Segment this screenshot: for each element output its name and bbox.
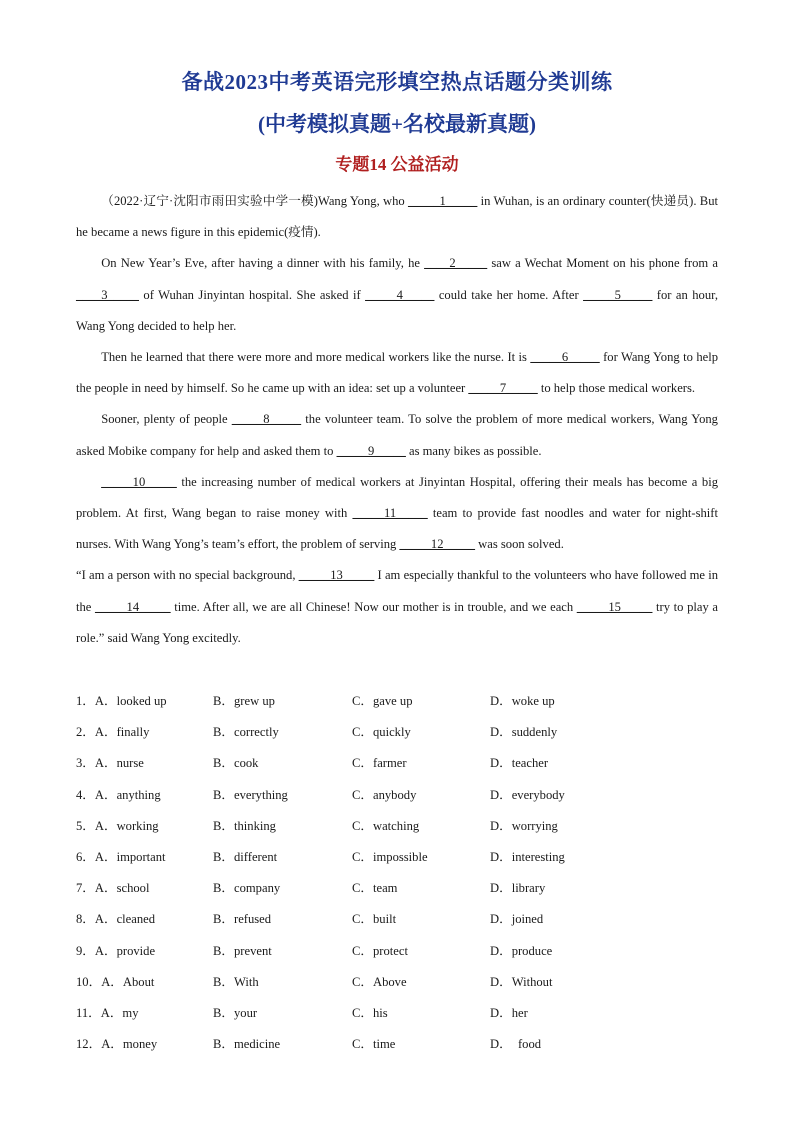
option-d: D．woke up bbox=[490, 694, 555, 708]
option-d: D．Without bbox=[490, 974, 553, 989]
option-b: B．medicine bbox=[213, 1037, 281, 1052]
option-b: B．prevent bbox=[213, 943, 272, 958]
option-a: 3．A．nurse bbox=[76, 756, 144, 771]
question-number: 9． bbox=[76, 943, 95, 958]
option-d: D．produce bbox=[490, 943, 553, 958]
option-c: C．built bbox=[352, 912, 397, 927]
question-number: 8． bbox=[76, 912, 95, 927]
option-c: C．time bbox=[352, 1037, 396, 1052]
blank-2: ____2_____ bbox=[424, 256, 488, 271]
option-a: 12．A．money bbox=[76, 1037, 158, 1052]
question-number: 6． bbox=[76, 849, 95, 864]
option-c: C．Above bbox=[352, 974, 407, 989]
paragraph-2: On New Year’s Eve, after having a dinner with his family, he ____2_____ saw a Wechat Moment on his phone from a ____3_____ of Wuhan Jinyintan hospital. She asked if _____4_____ could take her home. After _____5_____ for an hour, Wang Yong decided to help her. bbox=[76, 256, 718, 333]
blank-14: _____14_____ bbox=[95, 599, 171, 614]
option-a: 1．A．looked up bbox=[76, 694, 167, 708]
option-a: 2．A．finally bbox=[76, 725, 150, 740]
option-d: D．everybody bbox=[490, 787, 565, 802]
blank-11: _____11_____ bbox=[352, 506, 428, 521]
option-a: 8．A．cleaned bbox=[76, 912, 156, 927]
option-d: D．her bbox=[490, 1005, 528, 1020]
option-d: D．suddenly bbox=[490, 725, 558, 740]
question-row bbox=[76, 780, 718, 811]
blank-1: _____1_____ bbox=[408, 194, 478, 208]
option-c: C．farmer bbox=[352, 756, 407, 771]
blank-3: ____3_____ bbox=[76, 287, 139, 302]
option-c: C．watching bbox=[352, 818, 420, 833]
option-a: 10．A．About bbox=[76, 974, 155, 989]
option-d: D． food bbox=[490, 1037, 542, 1052]
question-row bbox=[76, 717, 718, 748]
option-a: 7．A．school bbox=[76, 881, 150, 896]
question-number: 2． bbox=[76, 725, 95, 740]
blank-12: _____12_____ bbox=[399, 537, 475, 552]
paragraph-1: （2022·辽宁·沈阳市雨田实验中学一模)Wang Yong, who _____1_____ in Wuhan, is an ordinary counter(快递员). But he became a news figure in this epidemic(疫情). bbox=[76, 194, 718, 240]
option-b: B．company bbox=[213, 881, 281, 896]
question-row bbox=[76, 811, 718, 842]
question-number: 11． bbox=[76, 1005, 101, 1020]
option-b: B．everything bbox=[213, 787, 288, 802]
option-a: 6．A．important bbox=[76, 849, 166, 864]
option-b: B．With bbox=[213, 974, 259, 989]
blank-13: _____13_____ bbox=[298, 568, 375, 583]
question-row bbox=[76, 936, 718, 967]
option-c: C．impossible bbox=[352, 849, 428, 864]
option-b: B．thinking bbox=[213, 818, 276, 833]
question-row bbox=[76, 873, 718, 904]
option-c: C．anybody bbox=[352, 787, 417, 802]
document-subtitle: (中考模拟真题+名校最新真题) bbox=[258, 112, 536, 136]
question-row bbox=[76, 904, 718, 935]
paragraph-4: Sooner, plenty of people _____8_____ the volunteer team. To solve the problem of more medical workers, Wang Yong asked Mobike company for help and asked them to _____9_____ as many bikes as possible. bbox=[76, 412, 718, 458]
paragraph-3: Then he learned that there were more and more medical workers like the nurse. It is _____6_____ for Wang Yong to help the people in need by himself. So he came up with an idea: set up a volunteer _____7_____ to help those medical workers. bbox=[76, 350, 719, 396]
question-row bbox=[76, 967, 718, 998]
topic-heading: 专题14 公益活动 bbox=[335, 155, 459, 174]
question-number: 10． bbox=[76, 974, 102, 989]
option-a: 4．A．anything bbox=[76, 787, 161, 802]
option-c: C．quickly bbox=[352, 725, 411, 740]
option-a: 11．A．my bbox=[76, 1005, 139, 1020]
blank-9: _____9_____ bbox=[336, 443, 406, 458]
blank-7: _____7_____ bbox=[468, 381, 538, 396]
question-row bbox=[76, 1029, 718, 1060]
option-a: 9．A．provide bbox=[76, 943, 156, 958]
blank-5: _____5_____ bbox=[583, 287, 653, 302]
answer-options bbox=[76, 686, 718, 1060]
question-number: 12． bbox=[76, 1037, 102, 1052]
option-a: 5．A．working bbox=[76, 818, 159, 833]
option-d: D．interesting bbox=[490, 849, 565, 864]
option-d: D．joined bbox=[490, 912, 544, 927]
question-number: 5． bbox=[76, 818, 95, 833]
option-b: B．refused bbox=[213, 912, 272, 927]
blank-8: _____8_____ bbox=[231, 412, 302, 427]
option-d: D．library bbox=[490, 881, 546, 896]
blank-15: _____15_____ bbox=[576, 599, 653, 614]
question-row bbox=[76, 748, 718, 779]
option-b: B．correctly bbox=[213, 725, 279, 740]
document-title: 备战2023中考英语完形填空热点话题分类训练 bbox=[181, 70, 613, 94]
option-c: C．gave up bbox=[352, 694, 413, 708]
question-row bbox=[76, 998, 718, 1029]
question-number: 1． bbox=[76, 694, 95, 708]
option-b: B．different bbox=[213, 849, 278, 864]
question-number: 4． bbox=[76, 787, 95, 802]
option-d: D．teacher bbox=[490, 756, 549, 771]
question-number: 3． bbox=[76, 756, 95, 771]
blank-10: _____10_____ bbox=[101, 474, 177, 489]
option-c: C．his bbox=[352, 1005, 388, 1020]
blank-6: _____6_____ bbox=[530, 350, 600, 365]
option-c: C．protect bbox=[352, 943, 408, 958]
paragraph-5: _____10_____ the increasing number of medical workers at Jinyintan Hospital, offering their meals has become a big problem. At first, Wang began to raise money with _____11_____ team to provide fast noodles and water for night-shift nurses. With Wang Yong’s team’s effort, the problem of serving _____12_____ was soon solved. bbox=[76, 474, 718, 552]
option-c: C．team bbox=[352, 881, 398, 896]
option-d: D．worrying bbox=[490, 818, 558, 833]
cloze-passage bbox=[76, 186, 718, 654]
question-number: 7． bbox=[76, 881, 95, 896]
option-b: B．grew up bbox=[213, 694, 275, 708]
question-row bbox=[76, 686, 718, 717]
blank-4: _____4_____ bbox=[365, 287, 435, 302]
paragraph-6: “I am a person with no special background, _____13_____ I am especially thankful to the volunteers who have followed me in the _____14_____ time. After all, we are all Chinese! Now our mother is in trouble, and we each _____15_____ try to play a role.” said Wang Yong excitedly. bbox=[76, 568, 719, 645]
question-row bbox=[76, 842, 718, 873]
option-b: B．your bbox=[213, 1005, 258, 1020]
option-b: B．cook bbox=[213, 756, 259, 771]
